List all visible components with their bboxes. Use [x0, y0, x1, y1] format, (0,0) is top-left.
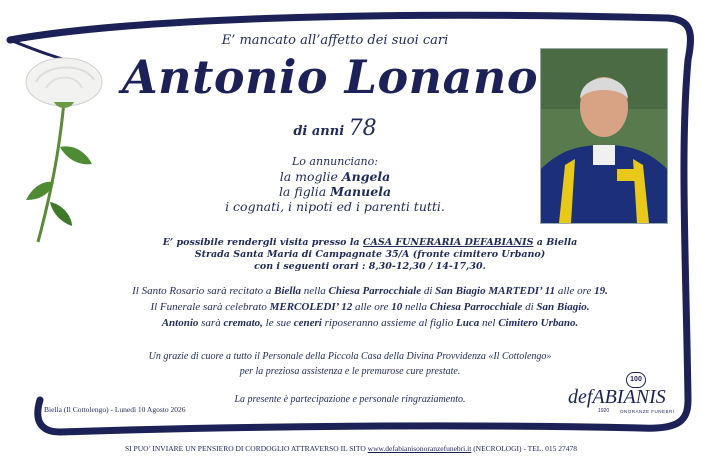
funeral-home-link[interactable]: CASA FUNERARIA DEFABIANIS [362, 237, 534, 248]
final-note: La presente è partecipazione e personale ringraziamento. [234, 394, 466, 405]
funeral-line: Il Funerale sarà celebrato MERCOLEDI’ 12 alle ore 10 nella Chiesa Parrocchiale di San Biagio. [150, 301, 590, 313]
place-date: Biella (Il Cottolengo) - Lunedì 10 Agosto 2026 [44, 405, 186, 414]
thanks-text [120, 349, 580, 379]
rosary-line: Il Santo Rosario sarà recitato a Biella nella Chiesa Parrocchiale di San Biagio MARTEDI’ 11 alle ore 19. [132, 285, 608, 297]
white-rose-image [14, 52, 114, 252]
visit-info [100, 237, 640, 273]
visit-line-1: E’ possibile rendergli visita presso la CASA FUNERARIA DEFABIANIS a Biella [162, 237, 578, 248]
announce-line-relatives: i cognati, i nipoti ed i parenti tutti. [225, 199, 445, 214]
logo-brand: defABIANIS [568, 386, 666, 408]
announce-block [170, 154, 500, 214]
deceased-name: Antonio Lonano [121, 50, 539, 104]
age-value: 78 [348, 116, 377, 141]
cremation-line: Antonio sarà cremato, le sue ceneri riposeranno assieme al figlio Luca nel Cimitero Urbano. [161, 317, 579, 329]
age-label: di anni [293, 124, 345, 139]
centenary-badge: 100 [626, 372, 646, 388]
visit-line-2: Strada Santa Maria di Campagnate 35/A (fronte cimitero Urbano) [194, 249, 546, 260]
defabianis-logo [568, 368, 690, 418]
ceremony-info [60, 283, 680, 331]
announce-line-wife: la moglie Angela [279, 169, 391, 184]
age-line [260, 116, 410, 141]
thanks-line-1: Un grazie di cuore a tutto il Personale della Piccola Casa della Divina Provvidenza «Il Cottolengo» [148, 351, 552, 362]
announce-line-daughter: la figlia Manuela [278, 184, 392, 199]
logo-year: 1920 [598, 408, 610, 414]
footer-text: SI PUO’ INVIARE UN PENSIERO DI CORDOGLIO ATTRAVERSO IL SITO www.defabianisonoranzefunebri.it (NECROLOGI) - TEL. 015 27478 [125, 444, 577, 453]
portrait-photo [540, 48, 668, 224]
announce-header: Lo annunciano: [292, 155, 378, 168]
intro-text: E’ mancato all’affetto dei suoi cari [221, 33, 449, 48]
website-link[interactable]: www.defabianisonoranzefunebri.it [367, 444, 472, 453]
thanks-line-2: per la preziosa assistenza e le premurose cure prestate. [239, 366, 461, 377]
visit-line-3: con i seguenti orari : 8,30-12,30 / 14-17,30. [254, 261, 486, 272]
logo-subtitle: ONORANZE FUNEBRI [620, 409, 675, 414]
